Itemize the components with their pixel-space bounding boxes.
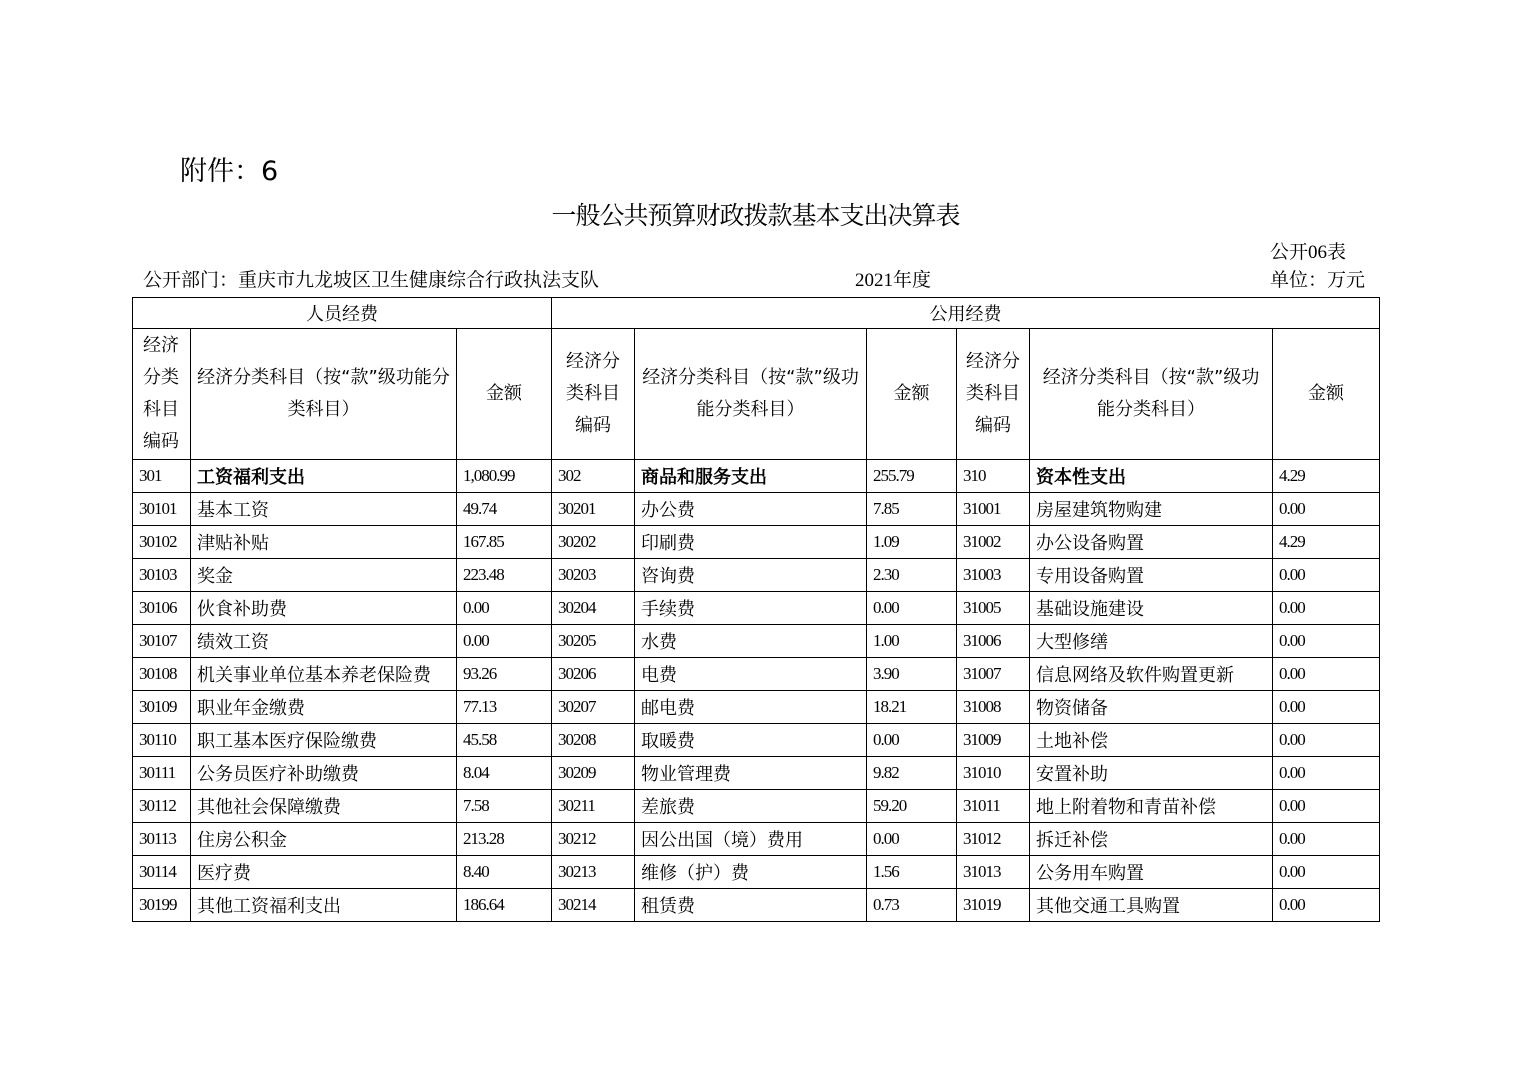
header-code-3: 经济分类科目编码 bbox=[957, 329, 1030, 460]
capital-amount: 0.00 bbox=[1273, 823, 1380, 856]
capital-item: 房屋建筑物购建 bbox=[1030, 493, 1273, 526]
goods-services-item: 电费 bbox=[635, 658, 867, 691]
table-row bbox=[133, 460, 1380, 493]
table-row bbox=[133, 757, 1380, 790]
capital-item: 土地补偿 bbox=[1030, 724, 1273, 757]
header-code-2: 经济分类科目编码 bbox=[552, 329, 635, 460]
personnel-amount: 8.04 bbox=[457, 757, 552, 790]
goods-services-code: 30205 bbox=[552, 625, 635, 658]
table-row bbox=[133, 889, 1380, 922]
capital-code: 31007 bbox=[957, 658, 1030, 691]
capital-item: 大型修缮 bbox=[1030, 625, 1273, 658]
goods-services-amount: 255.79 bbox=[867, 460, 957, 493]
capital-item: 专用设备购置 bbox=[1030, 559, 1273, 592]
table-row bbox=[133, 691, 1380, 724]
goods-services-item: 租赁费 bbox=[635, 889, 867, 922]
goods-services-item: 手续费 bbox=[635, 592, 867, 625]
personnel-item: 工资福利支出 bbox=[191, 460, 457, 493]
personnel-code: 30103 bbox=[133, 559, 191, 592]
personnel-amount: 0.00 bbox=[457, 592, 552, 625]
capital-item: 资本性支出 bbox=[1030, 460, 1273, 493]
table-number: 公开06表 bbox=[1270, 242, 1347, 263]
goods-services-code: 30211 bbox=[552, 790, 635, 823]
capital-amount: 0.00 bbox=[1273, 493, 1380, 526]
capital-item: 物资储备 bbox=[1030, 691, 1273, 724]
goods-services-code: 30204 bbox=[552, 592, 635, 625]
table-row bbox=[133, 625, 1380, 658]
fiscal-year: 2021年度 bbox=[855, 270, 932, 291]
goods-services-amount: 0.00 bbox=[867, 592, 957, 625]
table-row bbox=[133, 790, 1380, 823]
personnel-amount: 1,080.99 bbox=[457, 460, 552, 493]
personnel-amount: 7.58 bbox=[457, 790, 552, 823]
goods-services-amount: 7.85 bbox=[867, 493, 957, 526]
personnel-code: 30112 bbox=[133, 790, 191, 823]
capital-item: 地上附着物和青苗补偿 bbox=[1030, 790, 1273, 823]
goods-services-amount: 1.00 bbox=[867, 625, 957, 658]
personnel-code: 30101 bbox=[133, 493, 191, 526]
personnel-amount: 0.00 bbox=[457, 625, 552, 658]
personnel-code: 30111 bbox=[133, 757, 191, 790]
capital-code: 31006 bbox=[957, 625, 1030, 658]
goods-services-amount: 1.56 bbox=[867, 856, 957, 889]
goods-services-amount: 0.73 bbox=[867, 889, 957, 922]
capital-item: 其他交通工具购置 bbox=[1030, 889, 1273, 922]
personnel-item: 绩效工资 bbox=[191, 625, 457, 658]
goods-services-item: 因公出国（境）费用 bbox=[635, 823, 867, 856]
capital-code: 31008 bbox=[957, 691, 1030, 724]
capital-item: 信息网络及软件购置更新 bbox=[1030, 658, 1273, 691]
capital-amount: 4.29 bbox=[1273, 526, 1380, 559]
goods-services-code: 30208 bbox=[552, 724, 635, 757]
table-row bbox=[133, 856, 1380, 889]
capital-code: 31013 bbox=[957, 856, 1030, 889]
personnel-item: 基本工资 bbox=[191, 493, 457, 526]
goods-services-code: 30212 bbox=[552, 823, 635, 856]
capital-amount: 0.00 bbox=[1273, 625, 1380, 658]
capital-code: 310 bbox=[957, 460, 1030, 493]
capital-amount: 0.00 bbox=[1273, 658, 1380, 691]
capital-code: 31009 bbox=[957, 724, 1030, 757]
goods-services-item: 物业管理费 bbox=[635, 757, 867, 790]
capital-amount: 0.00 bbox=[1273, 592, 1380, 625]
capital-code: 31010 bbox=[957, 757, 1030, 790]
capital-item: 办公设备购置 bbox=[1030, 526, 1273, 559]
personnel-item: 奖金 bbox=[191, 559, 457, 592]
capital-code: 31001 bbox=[957, 493, 1030, 526]
column-header-row bbox=[133, 329, 1380, 460]
personnel-amount: 45.58 bbox=[457, 724, 552, 757]
capital-code: 31002 bbox=[957, 526, 1030, 559]
budget-table bbox=[132, 297, 1380, 922]
table-row bbox=[133, 592, 1380, 625]
personnel-code: 301 bbox=[133, 460, 191, 493]
personnel-item: 其他工资福利支出 bbox=[191, 889, 457, 922]
header-name-1: 经济分类科目（按“款”级功能分类科目） bbox=[191, 329, 457, 460]
group-header-row bbox=[133, 298, 1380, 329]
header-amount-2: 金额 bbox=[867, 329, 957, 460]
capital-amount: 0.00 bbox=[1273, 757, 1380, 790]
goods-services-item: 印刷费 bbox=[635, 526, 867, 559]
goods-services-amount: 0.00 bbox=[867, 823, 957, 856]
goods-services-code: 30213 bbox=[552, 856, 635, 889]
personnel-code: 30109 bbox=[133, 691, 191, 724]
attachment-label: 附件：6 bbox=[180, 156, 279, 187]
personnel-item: 机关事业单位基本养老保险费 bbox=[191, 658, 457, 691]
capital-code: 31012 bbox=[957, 823, 1030, 856]
goods-services-code: 302 bbox=[552, 460, 635, 493]
capital-amount: 0.00 bbox=[1273, 790, 1380, 823]
personnel-item: 住房公积金 bbox=[191, 823, 457, 856]
department-label: 公开部门：重庆市九龙坡区卫生健康综合行政执法支队 bbox=[143, 270, 600, 291]
goods-services-code: 30202 bbox=[552, 526, 635, 559]
personnel-code: 30114 bbox=[133, 856, 191, 889]
personnel-item: 其他社会保障缴费 bbox=[191, 790, 457, 823]
personnel-item: 公务员医疗补助缴费 bbox=[191, 757, 457, 790]
goods-services-item: 水费 bbox=[635, 625, 867, 658]
table-row bbox=[133, 658, 1380, 691]
header-amount-1: 金额 bbox=[457, 329, 552, 460]
header-code-1: 经济分类科目编码 bbox=[133, 329, 191, 460]
personnel-amount: 213.28 bbox=[457, 823, 552, 856]
goods-services-item: 办公费 bbox=[635, 493, 867, 526]
capital-item: 安置补助 bbox=[1030, 757, 1273, 790]
goods-services-amount: 0.00 bbox=[867, 724, 957, 757]
table-row bbox=[133, 724, 1380, 757]
goods-services-code: 30201 bbox=[552, 493, 635, 526]
personnel-code: 30199 bbox=[133, 889, 191, 922]
goods-services-code: 30209 bbox=[552, 757, 635, 790]
capital-code: 31019 bbox=[957, 889, 1030, 922]
goods-services-amount: 1.09 bbox=[867, 526, 957, 559]
personnel-code: 30113 bbox=[133, 823, 191, 856]
personnel-item: 医疗费 bbox=[191, 856, 457, 889]
capital-item: 拆迁补偿 bbox=[1030, 823, 1273, 856]
goods-services-amount: 3.90 bbox=[867, 658, 957, 691]
personnel-item: 职业年金缴费 bbox=[191, 691, 457, 724]
personnel-code: 30110 bbox=[133, 724, 191, 757]
capital-code: 31005 bbox=[957, 592, 1030, 625]
capital-code: 31003 bbox=[957, 559, 1030, 592]
capital-code: 31011 bbox=[957, 790, 1030, 823]
capital-amount: 0.00 bbox=[1273, 856, 1380, 889]
personnel-item: 伙食补助费 bbox=[191, 592, 457, 625]
goods-services-amount: 18.21 bbox=[867, 691, 957, 724]
table-row bbox=[133, 559, 1380, 592]
goods-services-code: 30206 bbox=[552, 658, 635, 691]
goods-services-code: 30203 bbox=[552, 559, 635, 592]
header-name-2: 经济分类科目（按“款”级功能分类科目） bbox=[635, 329, 867, 460]
personnel-code: 30102 bbox=[133, 526, 191, 559]
personnel-code: 30106 bbox=[133, 592, 191, 625]
goods-services-item: 邮电费 bbox=[635, 691, 867, 724]
personnel-amount: 93.26 bbox=[457, 658, 552, 691]
table-row bbox=[133, 526, 1380, 559]
personnel-item: 职工基本医疗保险缴费 bbox=[191, 724, 457, 757]
group-public: 公用经费 bbox=[552, 298, 1380, 329]
capital-amount: 0.00 bbox=[1273, 691, 1380, 724]
capital-amount: 4.29 bbox=[1273, 460, 1380, 493]
page-title: 一般公共预算财政拨款基本支出决算表 bbox=[551, 201, 960, 230]
table-row bbox=[133, 493, 1380, 526]
header-amount-3: 金额 bbox=[1273, 329, 1380, 460]
goods-services-item: 维修（护）费 bbox=[635, 856, 867, 889]
goods-services-amount: 59.20 bbox=[867, 790, 957, 823]
goods-services-item: 咨询费 bbox=[635, 559, 867, 592]
goods-services-item: 差旅费 bbox=[635, 790, 867, 823]
personnel-code: 30107 bbox=[133, 625, 191, 658]
capital-amount: 0.00 bbox=[1273, 889, 1380, 922]
goods-services-amount: 2.30 bbox=[867, 559, 957, 592]
personnel-amount: 77.13 bbox=[457, 691, 552, 724]
goods-services-amount: 9.82 bbox=[867, 757, 957, 790]
capital-amount: 0.00 bbox=[1273, 559, 1380, 592]
goods-services-item: 取暖费 bbox=[635, 724, 867, 757]
capital-item: 公务用车购置 bbox=[1030, 856, 1273, 889]
personnel-amount: 167.85 bbox=[457, 526, 552, 559]
personnel-amount: 8.40 bbox=[457, 856, 552, 889]
personnel-item: 津贴补贴 bbox=[191, 526, 457, 559]
unit-label: 单位：万元 bbox=[1270, 270, 1366, 291]
personnel-amount: 186.64 bbox=[457, 889, 552, 922]
goods-services-item: 商品和服务支出 bbox=[635, 460, 867, 493]
personnel-amount: 49.74 bbox=[457, 493, 552, 526]
capital-amount: 0.00 bbox=[1273, 724, 1380, 757]
personnel-code: 30108 bbox=[133, 658, 191, 691]
goods-services-code: 30214 bbox=[552, 889, 635, 922]
goods-services-code: 30207 bbox=[552, 691, 635, 724]
personnel-amount: 223.48 bbox=[457, 559, 552, 592]
group-personnel: 人员经费 bbox=[133, 298, 552, 329]
capital-item: 基础设施建设 bbox=[1030, 592, 1273, 625]
header-name-3: 经济分类科目（按“款”级功能分类科目） bbox=[1030, 329, 1273, 460]
table-row bbox=[133, 823, 1380, 856]
